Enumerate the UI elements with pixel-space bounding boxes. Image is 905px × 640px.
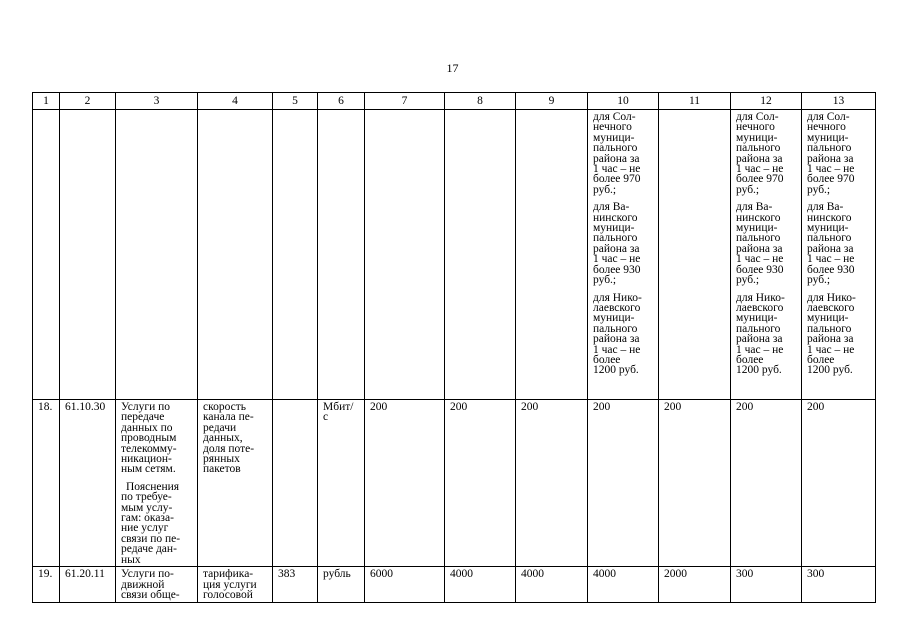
text-line: района за	[807, 152, 854, 165]
price-conditions-cell	[731, 110, 802, 400]
text-line: телекомму-	[121, 442, 177, 455]
value-cell: 4000	[516, 567, 588, 603]
table-cell	[116, 110, 198, 400]
value-cell: 4000	[588, 567, 659, 603]
text-line: лаевского	[736, 301, 784, 314]
value-cell: 6000	[365, 567, 445, 603]
text-line: более	[736, 353, 764, 366]
price-conditions-cell	[802, 110, 876, 400]
text-line: пального	[593, 322, 638, 335]
text-line: руб.;	[593, 274, 617, 287]
text-line: пального	[807, 232, 852, 245]
value-cell: 200	[802, 400, 876, 567]
text-line: муници-	[736, 222, 778, 235]
service-name	[116, 567, 198, 603]
text-line: лаевского	[593, 301, 641, 314]
text-line: нечного	[807, 121, 846, 134]
unit	[318, 400, 365, 567]
row-number: 19.	[33, 567, 60, 603]
text-line: муници-	[593, 131, 635, 144]
text-line: более 930	[736, 263, 784, 276]
column-header: 5	[273, 93, 318, 110]
text-line: мым услу-	[121, 501, 173, 514]
text-line: района за	[593, 333, 640, 346]
text-line: нинского	[736, 211, 781, 224]
table-cell	[318, 110, 365, 400]
text-line: района за	[736, 152, 783, 165]
price-paragraph	[807, 202, 870, 285]
text-line: тарифика-	[203, 568, 254, 581]
text-line: Услуги по	[121, 401, 171, 413]
unit: рубль	[318, 567, 365, 603]
text-line: руб.;	[593, 183, 617, 196]
text-line: пакетов	[203, 463, 241, 476]
text-line: более 970	[593, 173, 641, 186]
text-line: муници-	[807, 131, 849, 144]
text-line: Мбит/	[323, 401, 354, 413]
text-line: района за	[736, 242, 783, 255]
text-line: доля поте-	[203, 442, 255, 455]
text-line: более	[807, 353, 835, 366]
text-line: более 930	[593, 263, 641, 276]
service-note-text	[121, 482, 192, 565]
table-cell	[445, 110, 516, 400]
text-line: более	[593, 353, 621, 366]
okpd-code: 61.10.30	[60, 400, 116, 567]
text-line: редачи	[203, 421, 237, 434]
text-line: для Сол-	[807, 111, 850, 123]
column-header: 11	[659, 93, 731, 110]
text-line: для Ва-	[736, 201, 773, 214]
text-line: связи обще-	[121, 588, 180, 601]
text-line: 1 час – не	[593, 163, 641, 176]
column-header: 9	[516, 93, 588, 110]
text-line: движной	[121, 578, 165, 591]
procurement-table	[32, 92, 876, 603]
value-cell: 4000	[445, 567, 516, 603]
text-line: голосовой	[203, 588, 253, 601]
text-line: скорость	[203, 401, 247, 413]
value-cell: 200	[445, 400, 516, 567]
text-line: руб.;	[736, 274, 760, 287]
text-line: 1 час – не	[736, 253, 784, 266]
table-cell	[273, 110, 318, 400]
text-line: пального	[736, 232, 781, 245]
text-line: Пояснения	[126, 480, 180, 493]
price-conditions-cell	[588, 110, 659, 400]
price-paragraph	[807, 293, 870, 376]
text-line: 1 час – не	[736, 163, 784, 176]
text-line: 1 час – не	[593, 343, 641, 356]
table-row	[33, 567, 876, 603]
text-line: 1200 руб.	[736, 364, 782, 377]
table-row-continuation	[33, 110, 876, 400]
text-line: с	[323, 411, 329, 424]
text-line: нинского	[807, 211, 852, 224]
column-header: 8	[445, 93, 516, 110]
characteristic	[198, 400, 273, 567]
text-line: передаче	[121, 411, 165, 424]
text-line: нечного	[736, 121, 775, 134]
table-cell	[365, 110, 445, 400]
price-paragraph	[807, 112, 870, 195]
text-line: ция услуги	[203, 578, 257, 591]
text-line: для Нико-	[807, 291, 856, 304]
row-number: 18.	[33, 400, 60, 567]
text-line: пального	[736, 322, 781, 335]
text-line: данных,	[203, 432, 243, 445]
text-line: района за	[807, 333, 854, 346]
column-header: 2	[60, 93, 116, 110]
text-line: для Нико-	[736, 291, 785, 304]
value-cell: 200	[588, 400, 659, 567]
text-line: ние услуг	[121, 522, 169, 535]
value-cell: 200	[516, 400, 588, 567]
text-line: пального	[736, 142, 781, 155]
okei-code	[273, 400, 318, 567]
column-header: 7	[365, 93, 445, 110]
price-paragraph	[736, 202, 796, 285]
characteristic	[198, 567, 273, 603]
text-line: рянных	[203, 453, 240, 466]
text-line: более 930	[807, 263, 855, 276]
text-line: ных	[121, 553, 141, 566]
text-line: руб.;	[736, 183, 760, 196]
okei-code: 383	[273, 567, 318, 603]
table-cell	[60, 110, 116, 400]
text-line: гам: оказа-	[121, 512, 174, 525]
value-cell: 300	[802, 567, 876, 603]
column-header: 3	[116, 93, 198, 110]
text-line: для Сол-	[736, 111, 779, 123]
text-line: 1200 руб.	[807, 364, 853, 377]
text-line: данных по	[121, 421, 173, 434]
text-line: района за	[807, 242, 854, 255]
price-paragraph	[593, 202, 653, 285]
price-paragraph	[736, 112, 796, 195]
text-line: пального	[593, 232, 638, 245]
okpd-code: 61.20.11	[60, 567, 116, 603]
text-line: для Ва-	[593, 201, 630, 214]
text-line: проводным	[121, 432, 177, 445]
text-line: района за	[736, 333, 783, 346]
value-cell: 200	[365, 400, 445, 567]
column-header: 12	[731, 93, 802, 110]
text-line: 1 час – не	[736, 343, 784, 356]
text-line: муници-	[593, 312, 635, 325]
text-line: нечного	[593, 121, 632, 134]
text-line: пального	[593, 142, 638, 155]
text-line: 1 час – не	[807, 343, 855, 356]
text-line: более 970	[736, 173, 784, 186]
value-cell: 2000	[659, 567, 731, 603]
text-line: руб.;	[807, 274, 831, 287]
text-line: муници-	[736, 131, 778, 144]
text-line: для Сол-	[593, 111, 636, 123]
text-line: лаевского	[807, 301, 855, 314]
text-line: редаче дан-	[121, 543, 177, 556]
text-line: руб.;	[807, 183, 831, 196]
page-number: 17	[446, 61, 459, 75]
text-line: муници-	[736, 312, 778, 325]
column-header: 13	[802, 93, 876, 110]
text-line: для Ва-	[807, 201, 844, 214]
header-row	[33, 93, 876, 110]
value-cell: 200	[731, 400, 802, 567]
text-line: 1 час – не	[807, 163, 855, 176]
text-line: района за	[593, 242, 640, 255]
table-cell	[516, 110, 588, 400]
value-cell: 200	[659, 400, 731, 567]
text-line: никацион-	[121, 453, 172, 466]
text-line: канала пе-	[203, 411, 254, 424]
service-name	[116, 400, 198, 567]
text-line: по требуе-	[121, 491, 172, 504]
column-header: 1	[33, 93, 60, 110]
text-line: муници-	[593, 222, 635, 235]
table-cell	[198, 110, 273, 400]
table-cell	[659, 110, 731, 400]
text-line: 1200 руб.	[593, 364, 639, 377]
table-cell	[33, 110, 60, 400]
text-line: 1 час – не	[807, 253, 855, 266]
text-line: нинского	[593, 211, 638, 224]
text-line: ным сетям.	[121, 463, 176, 476]
text-line: 1 час – не	[593, 253, 641, 266]
text-line: муници-	[807, 312, 849, 325]
price-paragraph	[593, 293, 653, 376]
text-line: связи по пе-	[121, 532, 181, 545]
text-line: Услуги по-	[121, 568, 174, 581]
price-paragraph	[593, 112, 653, 195]
text-line: муници-	[807, 222, 849, 235]
price-paragraph	[736, 293, 796, 376]
text-line: для Нико-	[593, 291, 642, 304]
column-header: 10	[588, 93, 659, 110]
column-header: 4	[198, 93, 273, 110]
table-row	[33, 400, 876, 567]
text-line: пального	[807, 322, 852, 335]
text-line: более 970	[807, 173, 855, 186]
service-name-text	[121, 402, 192, 475]
text-line: пального	[807, 142, 852, 155]
column-header: 6	[318, 93, 365, 110]
text-line: района за	[593, 152, 640, 165]
value-cell: 300	[731, 567, 802, 603]
